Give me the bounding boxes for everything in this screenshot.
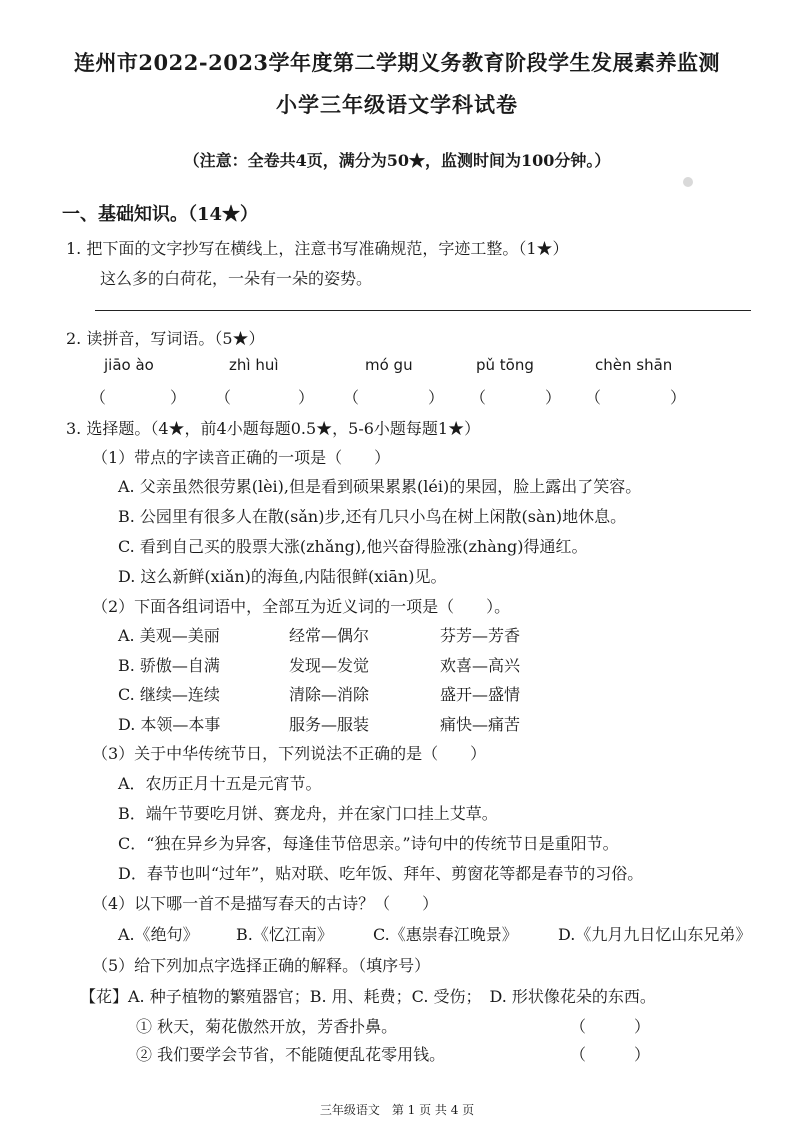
option-b: B.《忆江南》 — [236, 925, 333, 944]
question-2-stem: 2. 读拼音，写词语。（5★） — [66, 329, 265, 348]
paren-close: ） — [545, 388, 562, 407]
exam-subtitle: 小学三年级语文学科试卷 — [276, 92, 518, 117]
pinyin-item: chèn shān — [595, 356, 673, 374]
option-d-col3: 痛快—痛苦 — [440, 715, 521, 734]
answer-blank: （ ） — [570, 1017, 651, 1036]
option-a-col3: 芬芳—芳香 — [440, 626, 521, 645]
page-footer: 三年级语文 第 1 页 共 4 页 — [319, 1103, 475, 1117]
pinyin-item: jiāo ào — [104, 356, 154, 374]
sentence-1: ① 秋天，菊花傲然开放，芳香扑鼻。 — [136, 1017, 398, 1036]
option-d: D．春节也叫“过年”，贴对联、吃年饭、拜年、剪窗花等都是春节的习俗。 — [118, 864, 644, 883]
definition-key: 【花】A. 种子植物的繁殖器官；B. 用、耗费；C. 受伤； D. 形状像花朵的东西。 — [80, 987, 656, 1006]
paren-close: ） — [170, 388, 187, 407]
option-c: C. 看到自己买的股票大涨(zhǎng),他兴奋得脸涨(zhàng)得通红。 — [118, 537, 588, 556]
option-a: A. 父亲虽然很劳累(lèi),但是看到硕果累累(léi)的果园，脸上露出了笑容。 — [118, 477, 642, 496]
option-a: A．农历正月十五是元宵节。 — [118, 774, 322, 793]
option-d-col1: D. 本领—本事 — [118, 715, 221, 734]
paren-close: ） — [428, 388, 445, 407]
subquestion-3-stem: （3）关于中华传统节日，下列说法不正确的是（ ） — [92, 744, 487, 763]
section-heading: 一、基础知识。（14★） — [62, 204, 259, 225]
pinyin-item: pǔ tōng — [476, 356, 534, 374]
option-a: A.《绝句》 — [118, 925, 199, 944]
paren-open: （ — [585, 388, 602, 407]
paren-close: ） — [298, 388, 315, 407]
paren-close: ） — [670, 388, 687, 407]
question-1-text: 这么多的白荷花，一朵有一朵的姿势。 — [100, 269, 373, 288]
option-b: B．端午节要吃月饼、赛龙舟，并在家门口挂上艾草。 — [118, 804, 498, 823]
option-b-col1: B. 骄傲—自满 — [118, 656, 220, 675]
exam-title: 连州市2022-2023学年度第二学期义务教育阶段学生发展素养监测 — [73, 50, 721, 75]
subquestion-1-stem: （1）带点的字读音正确的一项是（ ） — [92, 448, 391, 467]
option-d-col2: 服务—服装 — [289, 715, 370, 734]
question-3-stem: 3. 选择题。（4★，前4小题每题0.5★，5-6小题每题1★） — [66, 419, 481, 438]
option-a-col1: A. 美观—美丽 — [118, 626, 220, 645]
paren-open: （ — [470, 388, 487, 407]
option-b-col3: 欢喜—高兴 — [440, 656, 521, 675]
subquestion-5-stem: （5）给下列加点字选择正确的解释。（填序号） — [92, 956, 431, 975]
sentence-2: ② 我们要学会节省，不能随便乱花零用钱。 — [136, 1045, 446, 1064]
exam-note: （注意：全卷共4页，满分为50★，监测时间为100分钟。） — [183, 151, 611, 170]
option-b: B. 公园里有很多人在散(sǎn)步,还有几只小鸟在树上闲散(sàn)地休息。 — [118, 507, 627, 526]
answer-line — [95, 310, 751, 311]
pinyin-item: zhì huì — [229, 356, 279, 374]
option-c-col1: C. 继续—连续 — [118, 685, 220, 704]
paren-open: （ — [215, 388, 232, 407]
option-a-col2: 经常—偶尔 — [289, 626, 370, 645]
scan-mark — [683, 177, 693, 187]
option-d: D. 这么新鲜(xiǎn)的海鱼,内陆很鲜(xiān)见。 — [118, 567, 447, 586]
paren-open: （ — [90, 388, 107, 407]
option-c: C.《惠崇春江晚景》 — [373, 925, 518, 944]
option-c-col2: 清除—消除 — [289, 685, 370, 704]
paren-open: （ — [343, 388, 360, 407]
answer-blank: （ ） — [570, 1045, 651, 1064]
option-d: D.《九月九日忆山东兄弟》 — [558, 925, 752, 944]
subquestion-4-stem: （4）以下哪一首不是描写春天的古诗？（ ） — [92, 894, 439, 913]
option-c-col3: 盛开—盛情 — [440, 685, 521, 704]
option-b-col2: 发现—发觉 — [289, 656, 370, 675]
question-1-stem: 1. 把下面的文字抄写在横线上，注意书写准确规范，字迹工整。（1★） — [66, 239, 569, 258]
pinyin-item: mó gu — [365, 356, 413, 374]
option-c: C．“独在异乡为异客，每逢佳节倍思亲。”诗句中的传统节日是重阳节。 — [118, 834, 619, 853]
subquestion-2-stem: （2）下面各组词语中，全部互为近义词的一项是（ ）。 — [92, 597, 511, 616]
